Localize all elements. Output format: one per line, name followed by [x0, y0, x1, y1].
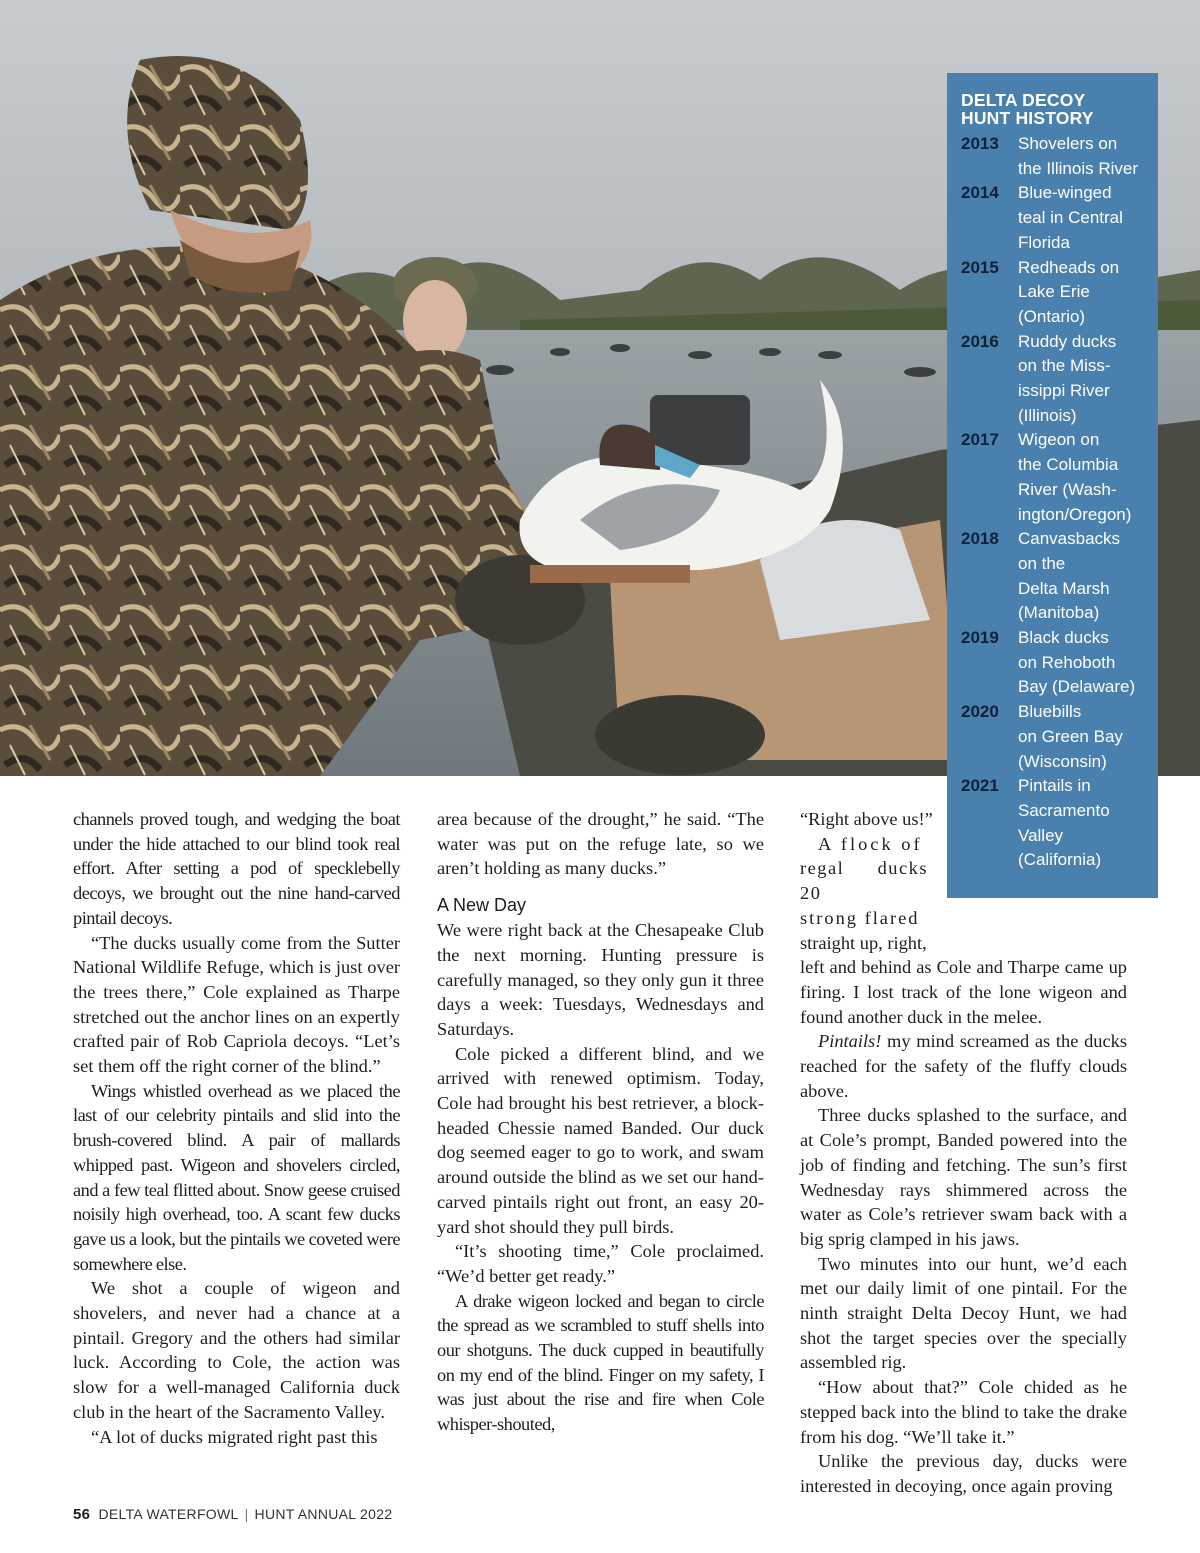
paragraph: Cole picked a different blind, and we arrived with renewed optimism. Today, Cole had brought his best retriever, a block-headed Chessie named Banded. Our duck dog seemed eager to go to work, and swam around outside the blind as we set our hand-carved pintails right out front, an easy 20-yard shot should they pull birds.: [437, 1043, 764, 1237]
entry-line: on the: [1018, 553, 1066, 573]
paragraph: Three ducks splashed to the surface, and at Cole’s prompt, Banded powered into the job of finding and fetching. The sun’s first Wednesday rays shimmered across the water as Cole’s retriever swam back with a big sprig clamped in his jaws.: [800, 1105, 1127, 1249]
entry-description: [1018, 181, 1153, 255]
paragraph-text: my mind screamed as the ducks reached for the safety of the fluffy clouds above.: [800, 1031, 1127, 1101]
article-column-1: [73, 807, 400, 1449]
entry-line: on Rehoboth: [1018, 652, 1116, 672]
entry-line: Wigeon on: [1018, 430, 1100, 450]
paragraph: left and behind as Cole and Tharpe came up firing. I lost track of the lone wigeon and found another duck in the melee.: [800, 957, 1127, 1027]
hunt-history-entry: [961, 256, 1158, 330]
entry-year: 2021: [961, 776, 999, 796]
entry-line: Florida: [1018, 232, 1070, 252]
article-column-3: [800, 807, 1127, 1499]
hunt-history-entry: [961, 428, 1158, 527]
entry-line: Blue-winged: [1018, 183, 1112, 203]
entry-description: [1018, 428, 1153, 527]
entry-line: Bluebills: [1018, 702, 1082, 722]
page-number: 56: [73, 1506, 91, 1523]
entry-line: (Illinois): [1018, 405, 1077, 425]
footer-separator: |: [244, 1506, 249, 1522]
paragraph: area because of the drought,” he said. “The water was put on the refuge late, so we aren’t holding as many ducks.”: [437, 809, 764, 879]
section-subhead: A New Day: [437, 895, 527, 916]
entry-line: Ruddy ducks: [1018, 331, 1117, 351]
entry-description: [1018, 527, 1153, 626]
hunt-history-entry: [961, 181, 1158, 255]
entry-line: Valley: [1018, 825, 1064, 845]
entry-line: teal in Central: [1018, 208, 1123, 228]
hunt-history-entry: [961, 626, 1158, 700]
paragraph: “Right above us!”: [800, 809, 933, 829]
paragraph: [800, 1029, 1127, 1103]
emphasis: Pintails!: [818, 1031, 882, 1052]
article-column-2: [437, 807, 764, 1437]
hunt-history-entry: [961, 700, 1158, 774]
entry-description: [1018, 132, 1153, 181]
entry-line: issippi River: [1018, 381, 1110, 401]
entry-year: 2015: [961, 257, 999, 277]
entry-year: 2020: [961, 702, 999, 722]
entry-line: (California): [1018, 850, 1102, 870]
paragraph-line: straight up, right,: [800, 932, 927, 953]
entry-year: 2014: [961, 183, 999, 203]
entry-line: Black ducks: [1018, 628, 1109, 648]
entry-line: River (Wash-: [1018, 479, 1117, 499]
entry-line: (Ontario): [1018, 306, 1086, 326]
paragraph: “The ducks usually come from the Sutter National Wildlife Refuge, which is just over the trees there,” Cole explained as Tharpe stretched out the anchor lines on an expertly crafted pair of Rob Capriola decoys. “Let’s set them off the right corner of the blind.”: [73, 932, 400, 1077]
entry-description: [1018, 700, 1153, 774]
paragraph-line: A flock of: [818, 833, 923, 854]
entry-line: on Green Bay: [1018, 726, 1123, 746]
paragraph: Wings whistled overhead as we placed the last of our celebrity pintails and slid into the brush-covered blind. A pair of mallards whipped past. Wigeon and shovelers circled, and a few teal flitted about. Snow geese cruised noisily high overhead, too. A scant few ducks gave us a look, but the pintails we coveted were somewhere else.: [73, 1080, 400, 1274]
wrapped-paragraph: [800, 832, 928, 956]
entry-line: Sacramento: [1018, 800, 1110, 820]
page-footer: [73, 1506, 392, 1523]
paragraph: A drake wigeon locked and began to circle the spread as we scrambled to stuff shells into our shotguns. The duck cupped in beautifully on my end of the blind. Finger on my safety, I was just about the rise and fire when Cole whisper-shouted,: [437, 1290, 764, 1435]
sidebar-title: DELTA DECOY HUNT HISTORY: [961, 90, 1094, 128]
entry-line: (Manitoba): [1018, 603, 1100, 623]
hunt-history-list: [961, 132, 1158, 873]
entry-line: ington/Oregon): [1018, 504, 1132, 524]
entry-year: 2016: [961, 331, 999, 351]
entry-line: Pintails in: [1018, 776, 1091, 796]
entry-line: Shovelers on: [1018, 134, 1118, 153]
paragraph: Unlike the previous day, ducks were interested in decoying, once again proving: [800, 1451, 1127, 1496]
entry-line: Canvasbacks: [1018, 529, 1121, 549]
hunt-history-sidebar: [947, 73, 1158, 898]
entry-description: [1018, 330, 1153, 429]
publication-name: DELTA WATERFOWL: [98, 1506, 239, 1522]
paragraph: “A lot of ducks migrated right past this: [91, 1426, 378, 1447]
issue-name: HUNT ANNUAL 2022: [254, 1506, 393, 1522]
paragraph: channels proved tough, and wedging the boat under the hide attached to our blind took real effort. After setting a pod of specklebelly decoys, we brought out the nine hand-carved pintail decoys.: [73, 809, 400, 928]
entry-line: Bay (Delaware): [1018, 677, 1136, 697]
paragraph-line: strong flared: [800, 907, 920, 928]
entry-year: 2018: [961, 529, 999, 549]
entry-year: 2017: [961, 430, 999, 450]
paragraph-line: regal ducks 20: [800, 858, 928, 904]
paragraph: Two minutes into our hunt, we’d each met our daily limit of one pintail. For the ninth straight Delta Decoy Hunt, we had shot the target species over the specially assembled rig.: [800, 1253, 1127, 1373]
hunt-history-entry: [961, 132, 1158, 181]
entry-line: the Illinois River: [1018, 158, 1138, 178]
entry-line: Redheads on: [1018, 257, 1120, 277]
entry-description: [1018, 256, 1153, 330]
entry-line: Delta Marsh: [1018, 578, 1110, 598]
entry-line: Lake Erie: [1018, 282, 1090, 302]
paragraph: “It’s shooting time,” Cole proclaimed. “We’d better get ready.”: [437, 1241, 764, 1286]
entry-line: on the Miss-: [1018, 356, 1111, 376]
entry-line: (Wisconsin): [1018, 751, 1107, 771]
paragraph: “How about that?” Cole chided as he stepped back into the blind to take the drake from his dog. “We’ll take it.”: [800, 1377, 1127, 1447]
hunt-history-entry: [961, 527, 1158, 626]
hunt-history-entry: [961, 330, 1158, 429]
entry-year: 2019: [961, 628, 999, 648]
paragraph: We were right back at the Chesapeake Club the next morning. Hunting pressure is carefully managed, so they only gun it three days a week: Tuesdays, Wednesdays and Saturdays.: [437, 920, 764, 1039]
paragraph: We shot a couple of wigeon and shovelers, and never had a chance at a pintail. Gregory and the others had similar luck. According to Cole, the action was slow for a well-managed California duck club in the heart of the Sacramento Valley.: [73, 1278, 400, 1422]
entry-line: the Columbia: [1018, 455, 1119, 475]
entry-description: [1018, 626, 1153, 700]
entry-year: 2013: [961, 134, 999, 153]
